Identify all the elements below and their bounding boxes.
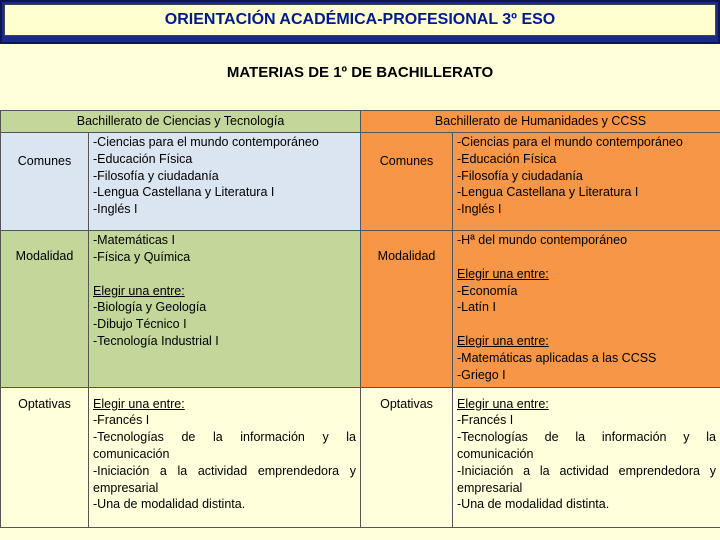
list-item: -Iniciación a la actividad emprendedora y empresarial <box>457 463 717 495</box>
list-item: -Educación Física <box>93 151 193 166</box>
choose-label: Elegir una entre: <box>93 283 185 298</box>
ciencias-modalidad-cell <box>89 231 361 388</box>
list-item: -Griego I <box>457 367 506 382</box>
list-item: -Biología y Geología <box>93 300 207 315</box>
list-item: -Inglés I <box>93 202 138 217</box>
humanidades-optativas-cell <box>453 387 720 527</box>
row-label-comunes-hum: Comunes <box>361 133 453 231</box>
column-header-ciencias: Bachillerato de Ciencias y Tecnología <box>1 111 361 133</box>
list-item: -Francés I <box>93 413 150 428</box>
list-item: -Tecnología Industrial I <box>93 333 219 348</box>
choose-label: Elegir una entre: <box>457 334 549 349</box>
page-subtitle: MATERIAS DE 1º DE BACHILLERATO <box>226 64 494 81</box>
list-item: -Filosofía y ciudadanía <box>93 168 219 183</box>
row-modalidad <box>1 231 720 388</box>
list-item: -Ciencias para el mundo contemporáneo <box>457 135 683 149</box>
list-item: -Ciencias para el mundo contemporáneo <box>93 135 319 149</box>
list-item: -Filosofía y ciudadanía <box>457 168 583 183</box>
choose-label: Elegir una entre: <box>93 396 185 411</box>
list-item: -Hª del mundo contemporáneo <box>457 233 628 247</box>
humanidades-comunes-cell <box>453 133 720 231</box>
row-label-optativas-hum: Optativas <box>361 387 453 527</box>
table-header-row <box>1 111 720 133</box>
list-item: -Una de modalidad distinta. <box>93 497 246 512</box>
list-item: -Física y Química <box>93 249 191 264</box>
choose-label: Elegir una entre: <box>457 266 549 281</box>
list-item: -Educación Física <box>457 151 557 166</box>
list-item: -Economía <box>457 283 518 298</box>
humanidades-modalidad-cell <box>453 231 720 388</box>
ciencias-comunes-cell <box>89 133 361 231</box>
row-label-modalidad: Modalidad <box>1 231 89 388</box>
list-item: -Dibujo Técnico I <box>93 317 187 332</box>
list-item: -Matemáticas I <box>93 233 175 247</box>
list-item: -Inglés I <box>457 202 502 217</box>
list-item: -Matemáticas aplicadas a las CCSS <box>457 350 657 365</box>
row-label-comunes: Comunes <box>1 133 89 231</box>
list-item: -Tecnologías de la información y la comunicación <box>457 430 717 461</box>
row-comunes <box>1 133 720 231</box>
page-title: ORIENTACIÓN ACADÉMICA-PROFESIONAL 3º ESO <box>4 4 716 36</box>
title-bar <box>0 0 720 44</box>
row-optativas <box>1 387 720 527</box>
choose-label: Elegir una entre: <box>457 396 549 411</box>
bachillerato-table <box>0 110 720 528</box>
list-item: -Una de modalidad distinta. <box>457 497 610 512</box>
list-item: -Francés I <box>457 413 514 428</box>
list-item: -Iniciación a la actividad emprendedora y empresarial <box>93 463 357 495</box>
ciencias-optativas-cell <box>89 387 361 527</box>
list-item: -Lengua Castellana y Literatura I <box>93 185 275 200</box>
row-label-modalidad-hum: Modalidad <box>361 231 453 388</box>
list-item: -Latín I <box>457 300 496 315</box>
row-label-optativas: Optativas <box>1 387 89 527</box>
list-item: -Lengua Castellana y Literatura I <box>457 185 639 200</box>
column-header-humanidades: Bachillerato de Humanidades y CCSS <box>361 111 720 133</box>
list-item: -Tecnologías de la información y la comunicación <box>93 430 357 461</box>
